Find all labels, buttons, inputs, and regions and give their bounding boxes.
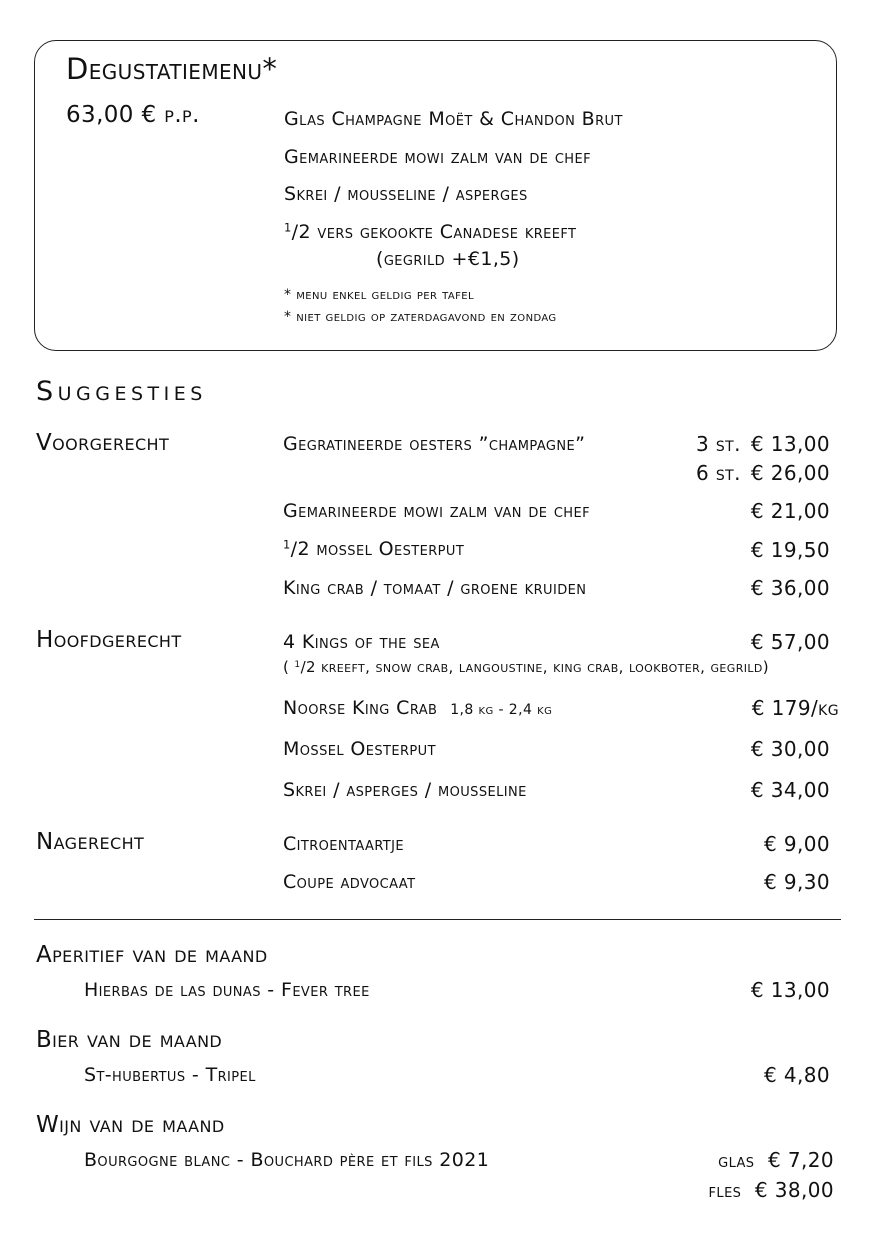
tasting-menu-price: 63,00 € p.p. [66, 102, 200, 128]
mossel-oesterput-price: € 30,00 [750, 737, 830, 761]
kings-of-sea-price: € 57,00 [750, 630, 830, 654]
coupe-advocaat-price: € 9,30 [763, 870, 830, 894]
kingcrab-tomaat-name: King crab / tomaat / groene kruiden [283, 577, 587, 599]
half-fraction-den: /2 [291, 221, 311, 243]
skrei-name: Skrei / asperges / mousseline [283, 779, 527, 801]
citroentaartje-name: Citroentaartje [283, 833, 405, 855]
oysters-price-6: € 26,00 [750, 461, 830, 485]
aperitief-label: Aperitief van de maand [36, 942, 268, 968]
oysters-price-3: € 13,00 [750, 432, 830, 456]
tasting-note-1: * menu enkel geldig per tafel [284, 287, 474, 303]
mossel-oesterput-name: Mossel Oesterput [283, 738, 436, 760]
wijn-name: Bourgogne blanc - Bouchard père et fils 2021 [84, 1149, 490, 1171]
tasting-note-2: * niet geldig op zaterdagavond en zondag [284, 309, 557, 325]
zalm-price: € 21,00 [750, 499, 830, 523]
half-mossel-price: € 19,50 [750, 538, 830, 562]
hoofdgerecht-label: Hoofdgerecht [36, 627, 182, 653]
bier-name: St-hubertus - Tripel [84, 1064, 256, 1086]
oysters-qty-6: 6 st. [696, 461, 741, 485]
kingcrab-tomaat-price: € 36,00 [750, 576, 830, 600]
bier-label: Bier van de maand [36, 1027, 223, 1053]
voorgerecht-label: Voorgerecht [36, 430, 170, 456]
half-mossel-name: $^1$/2 mossel Oesterput [283, 537, 465, 560]
wijn-fles: fles € 38,00 [708, 1178, 834, 1202]
tasting-course-3: Skrei / mousseline / asperges [284, 183, 528, 205]
zalm-name: Gemarineerde mowi zalm van de chef [283, 500, 590, 522]
tasting-course-4: $^1$/2 vers gekookte Canadese kreeft [284, 220, 577, 243]
oysters-qty-3: 3 st. [696, 432, 741, 456]
bier-price: € 4,80 [763, 1063, 830, 1087]
citroentaartje-price: € 9,00 [763, 832, 830, 856]
noorse-kingcrab-price: € 179/kg [751, 696, 839, 720]
tasting-lobster-extra: (gegrild +€1,5) [376, 248, 520, 270]
tasting-course-1: Glas Champagne Moët & Chandon Brut [284, 108, 623, 130]
wijn-glas: glas € 7,20 [718, 1148, 834, 1172]
aperitief-price: € 13,00 [750, 978, 830, 1002]
noorse-kingcrab-name: Noorse King Crab 1,8 kg - 2,4 kg [283, 697, 553, 719]
nagerecht-label: Nagerecht [36, 829, 145, 855]
tasting-menu-title: Degustatiemenu* [66, 52, 278, 86]
noorse-kingcrab-weight: 1,8 kg - 2,4 kg [450, 702, 553, 718]
kings-of-sea-name: 4 Kings of the sea [283, 631, 440, 653]
divider-line [34, 919, 841, 920]
aperitief-name: Hierbas de las dunas - Fever tree [84, 979, 370, 1001]
kings-of-sea-desc: ( $^1$/2 kreeft, snow crab, langoustine, king crab, lookboter, gegrild) [283, 658, 770, 676]
skrei-price: € 34,00 [750, 778, 830, 802]
half-fraction-sup: 1 [284, 220, 292, 235]
coupe-advocaat-name: Coupe advocaat [283, 871, 416, 893]
oysters-name: Gegratineerde oesters ”champagne” [283, 433, 586, 455]
wijn-label: Wijn van de maand [36, 1112, 225, 1138]
suggesties-heading: Suggesties [36, 376, 207, 407]
tasting-course-2: Gemarineerde mowi zalm van de chef [284, 146, 591, 168]
